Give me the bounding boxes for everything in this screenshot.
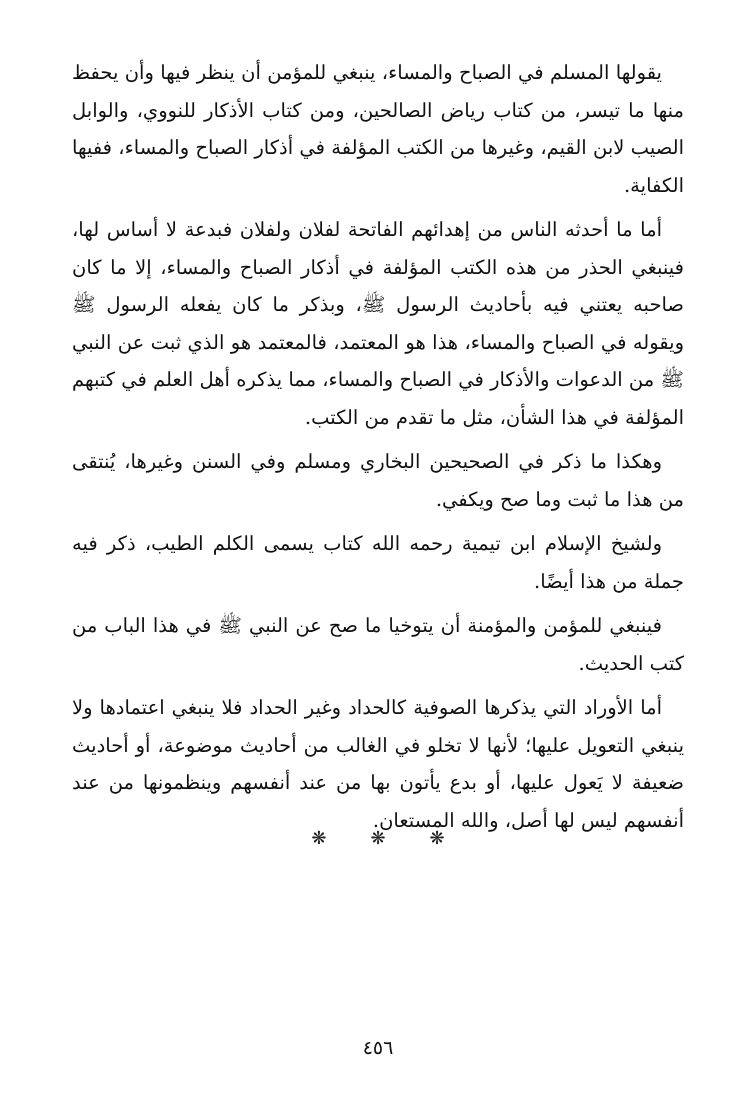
paragraph-6: أما الأوراد التي يذكرها الصوفية كالحداد وغير الحداد فلا ينبغي اعتمادها ولا ينبغي التعويل عليها؛ لأنها لا تخلو في الغالب من أحاديث موضوعة، أو أحاديث ضعيفة لا يَعول عليها، أو بدع يأتون بها من عند أنفسهم وينظمونها من عند أنفسهم ليس لها أصل، والله المستعان. [72, 696, 684, 832]
paragraph-2: أما ما أحدثه الناس من إهدائهم الفاتحة لفلان ولفلان فبدعة لا أساس لها، فينبغي الحذر من هذه الكتب المؤلفة في أذكار الصباح والمساء، إلا ما كان صاحبه يعتني فيه بأحاديث الرسول ﷺ، وبذكر ما كان يفعله الرسول ﷺ ويقوله في الصباح والمساء، هذا هو المعتمد، فالمعتمد هو الذي ثبت عن النبي ﷺ من الدعوات والأذكار في الصباح والمساء، مما يذكره أهل العلم في كتبهم المؤلفة في هذا الشأن، مثل ما تقدم من الكتب. [72, 218, 684, 429]
section-separator [0, 828, 756, 858]
paragraph-5: فينبغي للمؤمن والمؤمنة أن يتوخيا ما صح عن النبي ﷺ في هذا الباب من كتب الحديث. [72, 614, 684, 675]
paragraph-4: ولشيخ الإسلام ابن تيمية رحمه الله كتاب يسمى الكلم الطيب، ذكر فيه جملة من هذا أيضًا. [72, 532, 684, 593]
paragraph-1: يقولها المسلم في الصباح والمساء، ينبغي للمؤمن أن ينظر فيها وأن يحفظ منها ما تيسر، من كتاب رياض الصالحين، ومن كتاب الأذكار للنووي، والوابل الصيب لابن القيم، وغيرها من الكتب المؤلفة في أذكار الصباح والمساء، ففيها الكفاية. [72, 61, 684, 197]
asterism-icon: ❋ [429, 828, 445, 849]
asterism-icon: ❋ [311, 828, 327, 849]
paragraph-3: وهكذا ما ذكر في الصحيحين البخاري ومسلم وفي السنن وغيرها، يُنتقى من هذا ما ثبت وما صح ويكفي. [72, 450, 684, 511]
page-body [72, 54, 684, 846]
page-number: ٤٥٦ [362, 1037, 394, 1059]
asterism-icon: ❋ [370, 828, 386, 849]
